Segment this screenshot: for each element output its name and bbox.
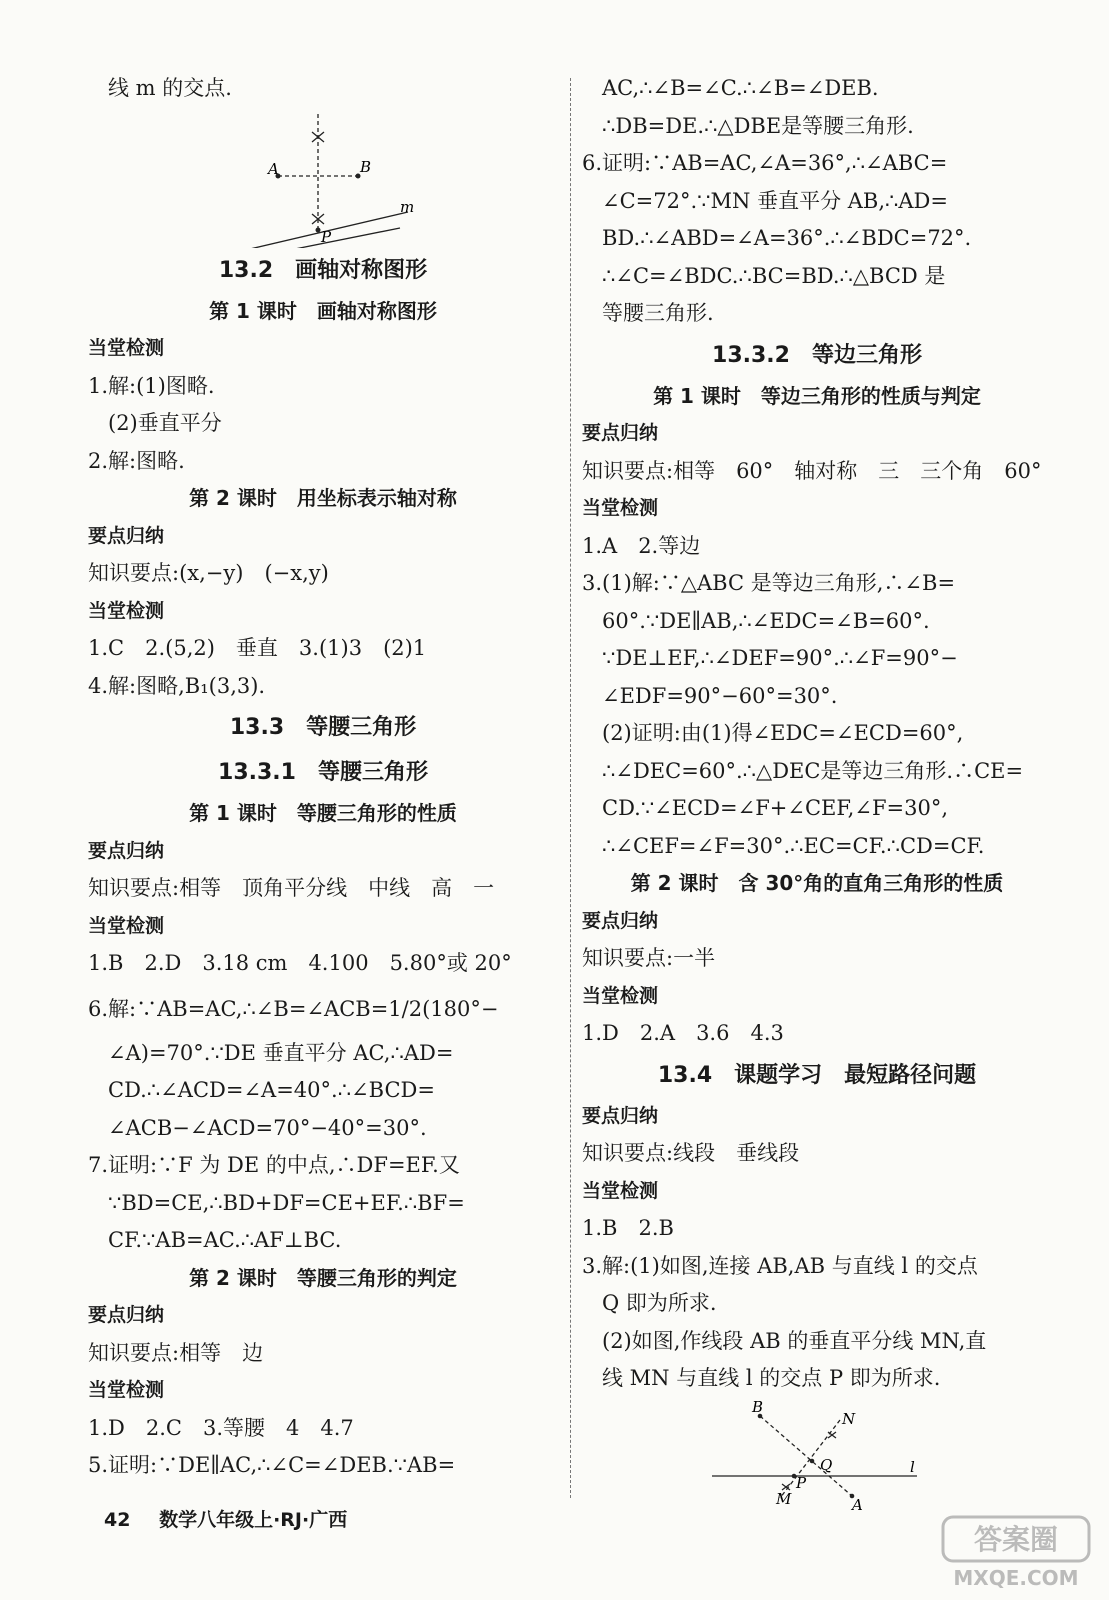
left-heading: 第 1 课时 画轴对称图形 [209, 298, 437, 323]
label-a: A [852, 1495, 863, 1513]
left-heading: 第 2 课时 等腰三角形的判定 [189, 1265, 457, 1290]
right-heading: 当堂检测 [582, 1179, 659, 1202]
right-text-line: 3.(1)解:∵△ABC 是等边三角形,∴∠B= [582, 571, 956, 595]
right-text-line: ∴DB=DE.∴△DBE是等腰三角形. [602, 113, 914, 138]
left-heading: 当堂检测 [88, 599, 165, 622]
right-text-line: ∠EDF=90°−60°=30°. [602, 683, 838, 708]
right-text-line: ∵DE⊥EF,∴∠DEF=90°.∴∠F=90°− [602, 646, 958, 670]
left-heading: 当堂检测 [88, 1379, 165, 1401]
book-title: 数学八年级上·RJ·广西 [159, 1509, 348, 1531]
left-text-line: CF.∵AB=AC.∴AF⊥BC. [108, 1228, 342, 1252]
point-p [316, 227, 321, 232]
watermark-bottom-text: MXQE.COM [953, 1566, 1079, 1590]
right-text-line: (2)证明:由(1)得∠EDC=∠ECD=60°, [602, 721, 964, 745]
right-text-line: ∴∠DEC=60°.∴△DEC是等边三角形.∴CE= [602, 758, 1024, 783]
label-a: A [268, 159, 279, 178]
left-text-line: 6.解:∵AB=AC,∴∠B=∠ACB=1/2(180°− [88, 996, 499, 1021]
watermark-top-text: 答案圈 [973, 1523, 1059, 1556]
left-text-line: 7.证明:∵F 为 DE 的中点,∴DF=EF.又 [88, 1153, 460, 1177]
left-heading: 要点归纳 [88, 839, 165, 862]
right-heading: 13.4 课题学习 最短路径问题 [657, 1062, 977, 1088]
right-heading: 当堂检测 [582, 984, 659, 1007]
left-text-line: 4.解:图略,B₁(3,3). [88, 673, 266, 698]
right-heading: 要点归纳 [582, 422, 659, 444]
right-text-line: (2)如图,作线段 AB 的垂直平分线 MN,直 [602, 1328, 987, 1353]
right-text-line: 1.D 2.A 3.6 4.3 [582, 1021, 784, 1045]
left-text-line: CD.∴∠ACD=∠A=40°.∴∠BCD= [108, 1078, 435, 1102]
label-m: m [400, 197, 415, 216]
right-text-line: CD.∵∠ECD=∠F+∠CEF,∠F=30°, [602, 796, 949, 820]
right-heading: 13.3.2 等边三角形 [712, 342, 922, 368]
right-text-line: 知识要点:一半 [582, 946, 716, 970]
right-heading: 要点归纳 [582, 909, 659, 932]
left-heading: 13.3 等腰三角形 [229, 715, 417, 740]
left-heading: 要点归纳 [88, 524, 165, 547]
left-text-line: 5.证明:∵DE∥AC,∴∠C=∠DEB.∵AB= [88, 1453, 456, 1477]
label-b: B [360, 157, 372, 176]
column-divider [570, 78, 571, 1498]
label-l: l [910, 1457, 915, 1476]
label-p: P [321, 227, 332, 246]
right-text-line: AC,∴∠B=∠C.∴∠B=∠DEB. [602, 76, 879, 100]
left-heading: 第 1 课时 等腰三角形的性质 [189, 801, 457, 825]
right-text-line: Q 即为所求. [602, 1291, 717, 1315]
right-column [582, 70, 1052, 1513]
page-footer [104, 1505, 369, 1532]
left-text-line: 知识要点:(x,−y) (−x,y) [88, 561, 329, 585]
right-text-line: 60°.∵DE∥AB,∴∠EDC=∠B=60°. [602, 608, 930, 633]
right-text-line: 1.B 2.B [582, 1216, 674, 1240]
right-text-line: BD.∴∠ABD=∠A=36°.∴∠BDC=72°. [602, 226, 972, 250]
left-heading: 要点归纳 [88, 1304, 165, 1326]
right-text-line: 知识要点:线段 垂线段 [582, 1141, 800, 1165]
right-text-line: 3.解:(1)如图,连接 AB,AB 与直线 l 的交点 [582, 1253, 978, 1278]
right-heading: 第 2 课时 含 30°角的直角三角形的性质 [630, 871, 1004, 895]
right-text-line: ∴∠CEF=∠F=30°.∴EC=CF.∴CD=CF. [602, 833, 985, 858]
figure-shortest-path [582, 1398, 1052, 1513]
right-text-line: ∴∠C=∠BDC.∴BC=BD.∴△BCD 是 [602, 263, 946, 288]
right-heading: 第 1 课时 等边三角形的性质与判定 [653, 383, 981, 408]
right-text-line: 1.A 2.等边 [582, 533, 701, 558]
right-text-line: 6.证明:∵AB=AC,∠A=36°,∴∠ABC= [582, 151, 948, 175]
arc-mark-n [828, 1432, 836, 1438]
label-p: P [796, 1473, 807, 1492]
right-text-line: 线 MN 与直线 l 的交点 P 即为所求. [602, 1366, 941, 1390]
left-text-line: 1.D 2.C 3.等腰 4 4.7 [88, 1415, 354, 1440]
left-text-line: 知识要点:相等 边 [88, 1340, 264, 1365]
label-n: N [842, 1409, 856, 1428]
figure-perpendicular-bisector [88, 108, 558, 248]
label-b: B [752, 1397, 764, 1416]
left-text-line: 2.解:图略. [88, 448, 185, 473]
left-text-line: (2)垂直平分 [108, 411, 222, 435]
left-heading: 当堂检测 [88, 914, 165, 937]
left-heading: 第 2 课时 用坐标表示轴对称 [189, 486, 457, 510]
arc-mark-top [312, 132, 324, 142]
right-text-line: 等腰三角形. [602, 301, 714, 325]
left-text-line: 1.解:(1)图略. [88, 373, 215, 398]
right-heading: 当堂检测 [582, 497, 659, 519]
watermark-logo [941, 1515, 1091, 1590]
right-text-line: ∠C=72°.∵MN 垂直平分 AB,∴AD= [602, 188, 948, 213]
left-text-line: 1.C 2.(5,2) 垂直 3.(1)3 (2)1 [88, 636, 427, 660]
left-text-line: ∠ACB−∠ACD=70°−40°=30°. [108, 1115, 427, 1140]
right-heading: 要点归纳 [582, 1104, 659, 1127]
page-number: 42 [104, 1509, 131, 1531]
left-heading: 13.3.1 等腰三角形 [218, 760, 428, 785]
left-text-line: 1.B 2.D 3.18 cm 4.100 5.80°或 20° [88, 951, 512, 975]
point-q [810, 1458, 815, 1463]
label-m: M [776, 1489, 792, 1508]
left-text-line: 知识要点:相等 顶角平分线 中线 高 一 [88, 876, 495, 900]
label-q: Q [820, 1455, 833, 1474]
left-text-line: ∠A)=70°.∵DE 垂直平分 AC,∴AD= [108, 1040, 454, 1065]
left-heading: 13.2 画轴对称图形 [218, 257, 428, 283]
left-text-line: 线 m 的交点. [108, 76, 232, 100]
left-column [88, 70, 558, 1485]
left-text-line: ∵BD=CE,∴BD+DF=CE+EF.∴BF= [108, 1190, 465, 1215]
left-heading: 当堂检测 [88, 337, 165, 359]
right-text-line: 知识要点:相等 60° 轴对称 三 三个角 60° [582, 458, 1042, 483]
